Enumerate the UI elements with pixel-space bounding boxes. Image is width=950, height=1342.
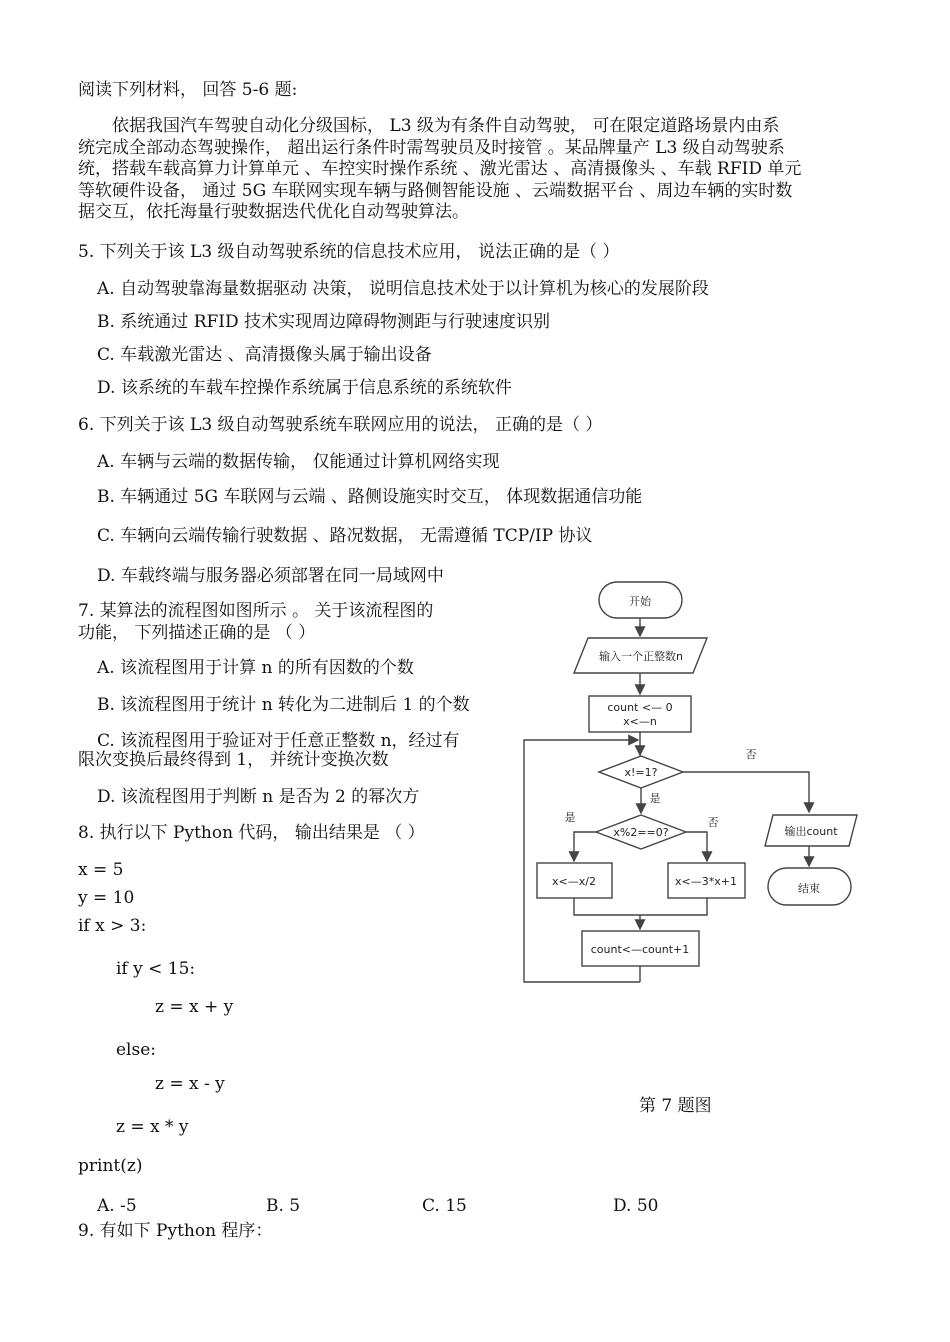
question-6-option-b: B. 车辆通过 5G 车联网与云端 、路侧设施实时交互， 体现数据通信功能 xyxy=(97,487,643,507)
code-line: z = x * y xyxy=(116,1117,189,1137)
flow-count-label: count<—count+1 xyxy=(590,943,690,956)
question-5-stem: 5. 下列关于该 L3 级自动驾驶系统的信息技术应用， 说法正确的是（ ） xyxy=(78,242,620,262)
flow-cond2-no-label: 否 xyxy=(707,816,719,829)
question-5-option-b: B. 系统通过 RFID 技术实现周边障碍物测距与行驶速度识别 xyxy=(97,312,551,332)
question-7-stem-line1: 7. 某算法的流程图如图所示 。 关于该流程图的 xyxy=(78,601,434,621)
code-line: if x > 3: xyxy=(78,916,147,936)
passage-line: 等软硬件设备， 通过 5G 车联网实现车辆与路侧智能设施 、云端数据平台 、周边车辆的实时数 xyxy=(78,180,793,201)
passage-line: 据交互，依托海量行驶数据迭代优化自动驾驶算法。 xyxy=(78,202,469,222)
flow-input-label: 输入一个正整数n xyxy=(599,650,683,663)
algorithm-flowchart xyxy=(515,572,870,1002)
question-7-option-d: D. 该流程图用于判断 n 是否为 2 的幂次方 xyxy=(97,787,420,807)
code-line: y = 10 xyxy=(78,888,135,908)
question-9-stem: 9. 有如下 Python 程序： xyxy=(78,1221,273,1241)
code-line: z = x + y xyxy=(155,997,234,1017)
question-5-option-d: D. 该系统的车载车控操作系统属于信息系统的系统软件 xyxy=(97,378,512,398)
flow-init-line2: x<—n xyxy=(623,715,657,728)
passage-line: 统完成全部动态驾驶操作， 超出运行条件时需驾驶员及时接管 。某品牌量产 L3 级自动驾驶系 xyxy=(78,137,785,158)
flow-end-label: 结束 xyxy=(798,882,820,895)
figure-caption: 第 7 题图 xyxy=(639,1096,712,1116)
reading-instruction: 阅读下列材料， 回答 5-6 题: xyxy=(78,80,298,100)
question-8-option-d: D. 50 xyxy=(613,1196,659,1216)
flow-cond1-no-label: 否 xyxy=(745,748,757,761)
question-7-option-c-line1: C. 该流程图用于验证对于任意正整数 n，经过有 xyxy=(97,731,460,751)
question-6-option-a: A. 车辆与云端的数据传输， 仅能通过计算机网络实现 xyxy=(97,452,500,472)
flow-cond1-label: x!=1? xyxy=(624,766,658,779)
flow-init-line1: count <— 0 xyxy=(607,701,673,714)
question-6-option-d: D. 车载终端与服务器必须部署在同一局域网中 xyxy=(97,566,444,586)
passage-line: 依据我国汽车驾驶自动化分级国标， L3 级为有条件自动驾驶， 可在限定道路场景内由系 xyxy=(78,116,780,136)
flow-triple-label: x<—3*x+1 xyxy=(675,875,737,888)
code-line: z = x - y xyxy=(155,1074,225,1094)
question-7-option-a: A. 该流程图用于计算 n 的所有因数的个数 xyxy=(97,658,414,678)
code-line: x = 5 xyxy=(78,860,124,880)
question-7-stem-line2: 功能， 下列描述正确的是 （ ） xyxy=(78,623,316,643)
code-line: print(z) xyxy=(78,1156,143,1176)
flow-output-label: 输出count xyxy=(784,825,838,838)
question-8-option-c: C. 15 xyxy=(422,1196,467,1216)
question-6-option-c: C. 车辆向云端传输行驶数据 、路况数据， 无需遵循 TCP/IP 协议 xyxy=(97,526,593,546)
question-8-stem: 8. 执行以下 Python 代码， 输出结果是 （ ） xyxy=(78,823,425,843)
flow-start-label: 开始 xyxy=(629,595,651,608)
question-7-option-c-line2: 限次变换后最终得到 1， 并统计变换次数 xyxy=(78,750,389,770)
flow-cond1-yes-label: 是 xyxy=(649,792,661,805)
code-line: else: xyxy=(116,1040,157,1060)
flow-cond2-yes-label: 是 xyxy=(564,811,576,824)
question-8-option-b: B. 5 xyxy=(266,1196,301,1216)
flow-cond2-label: x%2==0? xyxy=(613,826,669,839)
material-passage xyxy=(78,116,864,224)
question-7-option-b: B. 该流程图用于统计 n 转化为二进制后 1 的个数 xyxy=(97,695,470,715)
code-line: if y < 15: xyxy=(116,959,196,979)
question-8-option-a: A. -5 xyxy=(97,1196,137,1216)
question-5-option-a: A. 自动驾驶靠海量数据驱动 决策， 说明信息技术处于以计算机为核心的发展阶段 xyxy=(97,279,709,299)
question-5-option-c: C. 车载激光雷达 、高清摄像头属于输出设备 xyxy=(97,345,432,365)
flow-halve-label: x<—x/2 xyxy=(552,875,596,888)
passage-line: 统，搭载车载高算力计算单元 、车控实时操作系统 、激光雷达 、高清摄像头 、车载 RFID 单元 xyxy=(78,159,802,179)
question-6-stem: 6. 下列关于该 L3 级自动驾驶系统车联网应用的说法， 正确的是（ ） xyxy=(78,415,603,435)
